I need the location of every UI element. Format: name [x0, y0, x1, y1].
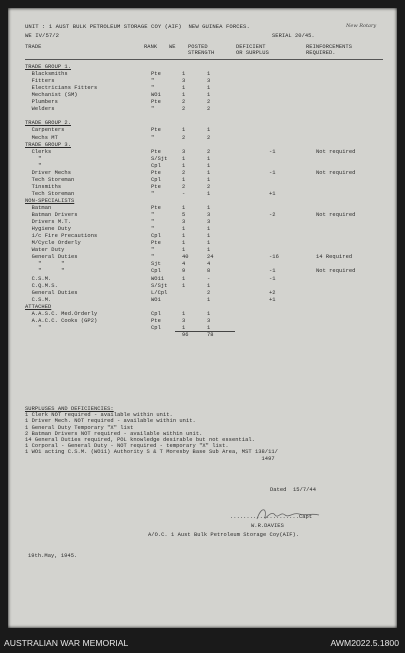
cell-rank: Pte: [151, 169, 161, 176]
cell-trade: Electricians Fitters: [25, 85, 98, 92]
cell-pos: 2: [207, 106, 211, 113]
table-row: [25, 205, 395, 211]
cell-rein: Not required: [316, 169, 356, 176]
cell-pos: 1: [207, 85, 211, 92]
cell-trade: A.A.C.C. Cooks (GP2): [25, 317, 98, 324]
cell-rein: Not required: [316, 212, 356, 219]
cell-pos: 2: [207, 99, 211, 106]
table-row: [25, 177, 395, 183]
cell-pos: 1: [207, 296, 211, 303]
table-row: [25, 254, 395, 260]
table-row: [25, 276, 395, 282]
table-row: [25, 113, 395, 119]
table-row: [25, 99, 395, 105]
cell-pos: 3: [207, 212, 211, 219]
cell-def: -1: [269, 275, 276, 282]
cell-trade: Blacksmiths: [25, 71, 68, 78]
cell-rank: Pte: [151, 317, 161, 324]
date-stamp: 19th.May, 1945.: [28, 553, 78, 559]
cell-we: 1: [182, 205, 186, 211]
cell-pos: 4: [207, 261, 211, 268]
cell-trade: M/Cycle Orderly: [25, 240, 81, 247]
table-row: [25, 212, 395, 218]
cell-rank: Cpl: [151, 233, 161, 240]
cell-trade: ATTACHED: [25, 303, 52, 310]
cell-we: 1: [182, 85, 186, 92]
cell-trade: " ": [25, 268, 65, 275]
surplus-line: 1 Driver Mech. NOT required - available within unit.: [25, 418, 196, 425]
cell-trade: C.S.M.: [25, 296, 52, 303]
cell-trade: TRADE GROUP 2.: [25, 120, 71, 127]
cell-we: 1: [182, 92, 186, 99]
cell-rank: ": [151, 226, 155, 233]
cell-pos: 1: [207, 127, 211, 134]
cell-we: 1: [182, 247, 186, 254]
cell-pos: 1: [207, 162, 211, 169]
cell-def: -2: [269, 212, 276, 219]
cell-we: 2: [182, 183, 186, 190]
cell-trade: Water Duty: [25, 247, 65, 254]
table-row: [25, 261, 395, 267]
cell-trade: C.S.M.: [25, 275, 52, 282]
cell-we: 2: [182, 134, 186, 141]
cell-trade: Hygiene Duty: [25, 226, 71, 233]
cell-trade: Batman Drivers: [25, 212, 78, 219]
table-row: [25, 247, 395, 253]
table-row: [25, 135, 395, 141]
col-posted-header: POSTED STRENGTH: [188, 44, 215, 57]
table-row: [25, 184, 395, 190]
cell-rank: WO1: [151, 296, 161, 303]
cell-pos: 1: [207, 240, 211, 247]
table-row: [25, 85, 395, 91]
cell-rank: Pte: [151, 205, 161, 211]
cell-rank: Pte: [151, 240, 161, 247]
cell-we: 40: [182, 254, 189, 261]
cell-def: -16: [269, 254, 279, 261]
cell-rank: Cpl: [151, 176, 161, 183]
header-rule: [25, 59, 383, 60]
cell-trade: Tinsmiths: [25, 183, 62, 190]
col-reinforcements-header: REINFORCEMENTS REQUIRED.: [306, 44, 352, 57]
cell-trade: NON-SPECIALISTS: [25, 197, 75, 204]
cell-we: 2: [182, 99, 186, 106]
cell-pos: 1: [207, 92, 211, 99]
surplus-line: 1 Corporal - General Duty - NOT required - temporary "X" list.: [25, 443, 229, 450]
unit-header: UNIT : 1 AUST BULK PETROLEUM STORAGE COY (AIF) NEW GUINEA FORCES.: [25, 23, 250, 30]
table-row: [25, 226, 395, 232]
cell-pos: 3: [207, 78, 211, 85]
cell-def: -1: [269, 169, 276, 176]
cell-trade: A.A.S.C. Med.Orderly: [25, 310, 98, 317]
cell-trade: TRADE GROUP 3.: [25, 141, 71, 148]
cell-we: 1: [182, 275, 186, 282]
serial-number: SERIAL 20/45.: [272, 33, 315, 39]
cell-trade: " ": [25, 261, 65, 268]
capt-line: .....................Capt: [230, 514, 313, 520]
table-row: [25, 71, 395, 77]
section-heading-row: [25, 198, 395, 204]
cell-pos: 1: [207, 71, 211, 78]
col-rank-header: RANK: [144, 44, 158, 50]
table-row: [25, 156, 395, 162]
cell-rein: Not required: [316, 148, 356, 155]
table-row: [25, 170, 395, 176]
cell-trade: ": [25, 155, 42, 162]
table-row: [25, 127, 395, 133]
cell-pos: 8: [207, 268, 211, 275]
col-deficient-header: DEFICIENT OR SURPLUS: [236, 44, 269, 57]
table-row: [25, 297, 395, 303]
cell-rank: S/Sjt: [151, 155, 168, 162]
cell-pos: 1: [207, 155, 211, 162]
col-trade-header: TRADE: [25, 44, 42, 50]
cell-trade: ": [25, 162, 42, 169]
cell-pos: 1: [207, 205, 211, 211]
cell-pos: 2: [207, 289, 211, 296]
cell-def: +1: [269, 296, 276, 303]
cell-trade: ": [25, 324, 42, 331]
cell-rank: WO1: [151, 92, 161, 99]
table-row: [25, 78, 395, 84]
signatory-title: A/O.C. 1 Aust Bulk Petroleum Storage Coy(AIF).: [148, 532, 300, 538]
cell-rank: ": [151, 85, 155, 92]
cell-we: 3: [182, 317, 186, 324]
cell-trade: Batman: [25, 205, 52, 211]
cell-pos: 1: [207, 310, 211, 317]
cell-pos: 1: [207, 282, 211, 289]
cell-we: 1: [182, 240, 186, 247]
table-row: [25, 219, 395, 225]
table-row: [25, 240, 395, 246]
cell-rein: Not required: [316, 268, 356, 275]
cell-rank: ": [151, 212, 155, 219]
cell-trade: Driver Mechs: [25, 169, 71, 176]
table-row: [25, 92, 395, 98]
cell-we: 5: [182, 212, 186, 219]
footer-accession: AWM2022.5.1800: [330, 638, 399, 648]
cell-trade: Tech Storeman: [25, 176, 75, 183]
cell-we: 1: [182, 155, 186, 162]
cell-rank: ": [151, 247, 155, 254]
cell-pos: 2: [207, 148, 211, 155]
surplus-line: 1 General Duty Temporary "X" list: [25, 424, 134, 431]
surplus-line: 14 General Duties required, POL knowledge desirable but not essential.: [25, 437, 255, 444]
cell-we: 1: [182, 71, 186, 78]
table-row: [25, 318, 395, 324]
cell-trade: Welders: [25, 106, 55, 113]
table-row: [25, 283, 395, 289]
surplus-line: 1 Clerk NOT required - available within unit.: [25, 412, 173, 419]
cell-we: 1: [182, 176, 186, 183]
table-row: [25, 233, 395, 239]
cell-pos: 3: [207, 317, 211, 324]
cell-we: -: [182, 190, 186, 197]
cell-pos: 3: [207, 219, 211, 226]
total-rule: [175, 331, 235, 332]
cell-rein: 14 Required: [316, 254, 353, 261]
cell-rank: Pte: [151, 71, 161, 78]
cell-we: 96: [182, 331, 189, 338]
surpluses-title: SURPLUSES AND DEFICIENCIES:: [25, 406, 114, 412]
cell-we: 1: [182, 324, 186, 331]
document-sheet: [8, 8, 397, 628]
cell-rank: S/Sjt: [151, 282, 168, 289]
dated-line: Dated 15/7/44: [270, 487, 316, 493]
surplus-line: 1497: [25, 455, 275, 462]
cell-def: -1: [269, 148, 276, 155]
cell-rank: Pte: [151, 99, 161, 106]
we-reference: WE IV/57/2: [25, 32, 60, 39]
cell-trade: General Duties: [25, 254, 78, 261]
section-heading-row: [25, 120, 395, 126]
section-heading-row: [25, 64, 395, 70]
cell-trade: Clerks: [25, 148, 52, 155]
cell-trade: Mechs MT: [25, 134, 58, 141]
cell-pos: 1: [207, 176, 211, 183]
cell-trade: Plumbers: [25, 99, 58, 106]
cell-we: 1: [182, 127, 186, 134]
cell-we: 1: [182, 233, 186, 240]
signatory-name: W.R.DAVIES: [251, 523, 284, 529]
table-row: [25, 191, 395, 197]
cell-def: +1: [269, 190, 276, 197]
cell-rank: Cpl: [151, 324, 161, 331]
archive-footer: [0, 630, 405, 653]
col-we-header: WE: [169, 44, 176, 50]
handwritten-note: New Rotary: [346, 23, 377, 29]
cell-pos: 1: [207, 233, 211, 240]
cell-rank: WO11: [151, 275, 165, 282]
table-row: [25, 311, 395, 317]
cell-we: 3: [182, 148, 186, 155]
cell-pos: 1: [207, 190, 211, 197]
cell-trade: Carpenters: [25, 127, 65, 134]
cell-pos: 78: [207, 331, 214, 338]
cell-rank: Cpl: [151, 162, 161, 169]
cell-pos: 2: [207, 134, 211, 141]
cell-rank: L/Cpl: [151, 289, 168, 296]
surplus-line: 1 WO1 acting C.S.M. (WO11) Authority S & T Moresby Base Sub Area, MST 138/11/: [25, 449, 278, 456]
total-row: [25, 332, 395, 338]
cell-rank: ": [151, 134, 155, 141]
table-row: [25, 149, 395, 155]
cell-rank: Cpl: [151, 310, 161, 317]
cell-rank: Pte: [151, 127, 161, 134]
cell-we: 1: [182, 162, 186, 169]
cell-pos: 2: [207, 183, 211, 190]
cell-we: 2: [182, 106, 186, 113]
cell-rank: ": [151, 254, 155, 261]
cell-we: 1: [182, 310, 186, 317]
cell-pos: 1: [207, 226, 211, 233]
cell-trade: Fitters: [25, 78, 55, 85]
cell-rank: Pte: [151, 148, 161, 155]
table-row: [25, 268, 395, 274]
cell-we: 1: [182, 282, 186, 289]
cell-pos: 1: [207, 247, 211, 254]
cell-trade: TRADE GROUP 1.: [25, 64, 71, 70]
cell-def: -1: [269, 268, 276, 275]
footer-institution: AUSTRALIAN WAR MEMORIAL: [4, 638, 129, 648]
table-row: [25, 106, 395, 112]
cell-trade: Tech Storeman: [25, 190, 75, 197]
cell-rank: ": [151, 190, 155, 197]
cell-pos: 1: [207, 169, 211, 176]
cell-we: 9: [182, 268, 186, 275]
cell-pos: -: [207, 275, 211, 282]
cell-pos: 1: [207, 324, 211, 331]
cell-we: 4: [182, 261, 186, 268]
cell-trade: C.Q.M.S.: [25, 282, 58, 289]
cell-trade: General Duties: [25, 289, 78, 296]
cell-rank: Sjt: [151, 261, 161, 268]
table-row: [25, 163, 395, 169]
cell-we: 2: [182, 169, 186, 176]
cell-rank: Cpl: [151, 268, 161, 275]
cell-trade: i/c Fire Precautions: [25, 233, 98, 240]
cell-trade: Mechanist (SM): [25, 92, 78, 99]
surplus-line: 2 Batman Drivers NOT required - available within unit.: [25, 430, 203, 437]
cell-rank: ": [151, 106, 155, 113]
table-row: [25, 290, 395, 296]
cell-pos: 24: [207, 254, 214, 261]
cell-def: +2: [269, 289, 276, 296]
cell-we: 3: [182, 219, 186, 226]
section-heading-row: [25, 142, 395, 148]
cell-rank: Pte: [151, 183, 161, 190]
surpluses-section: [25, 406, 395, 462]
section-heading-row: [25, 304, 395, 310]
cell-we: 3: [182, 78, 186, 85]
cell-rank: ": [151, 78, 155, 85]
cell-we: 1: [182, 226, 186, 233]
cell-rank: ": [151, 219, 155, 226]
cell-trade: Drivers M.T.: [25, 219, 71, 226]
